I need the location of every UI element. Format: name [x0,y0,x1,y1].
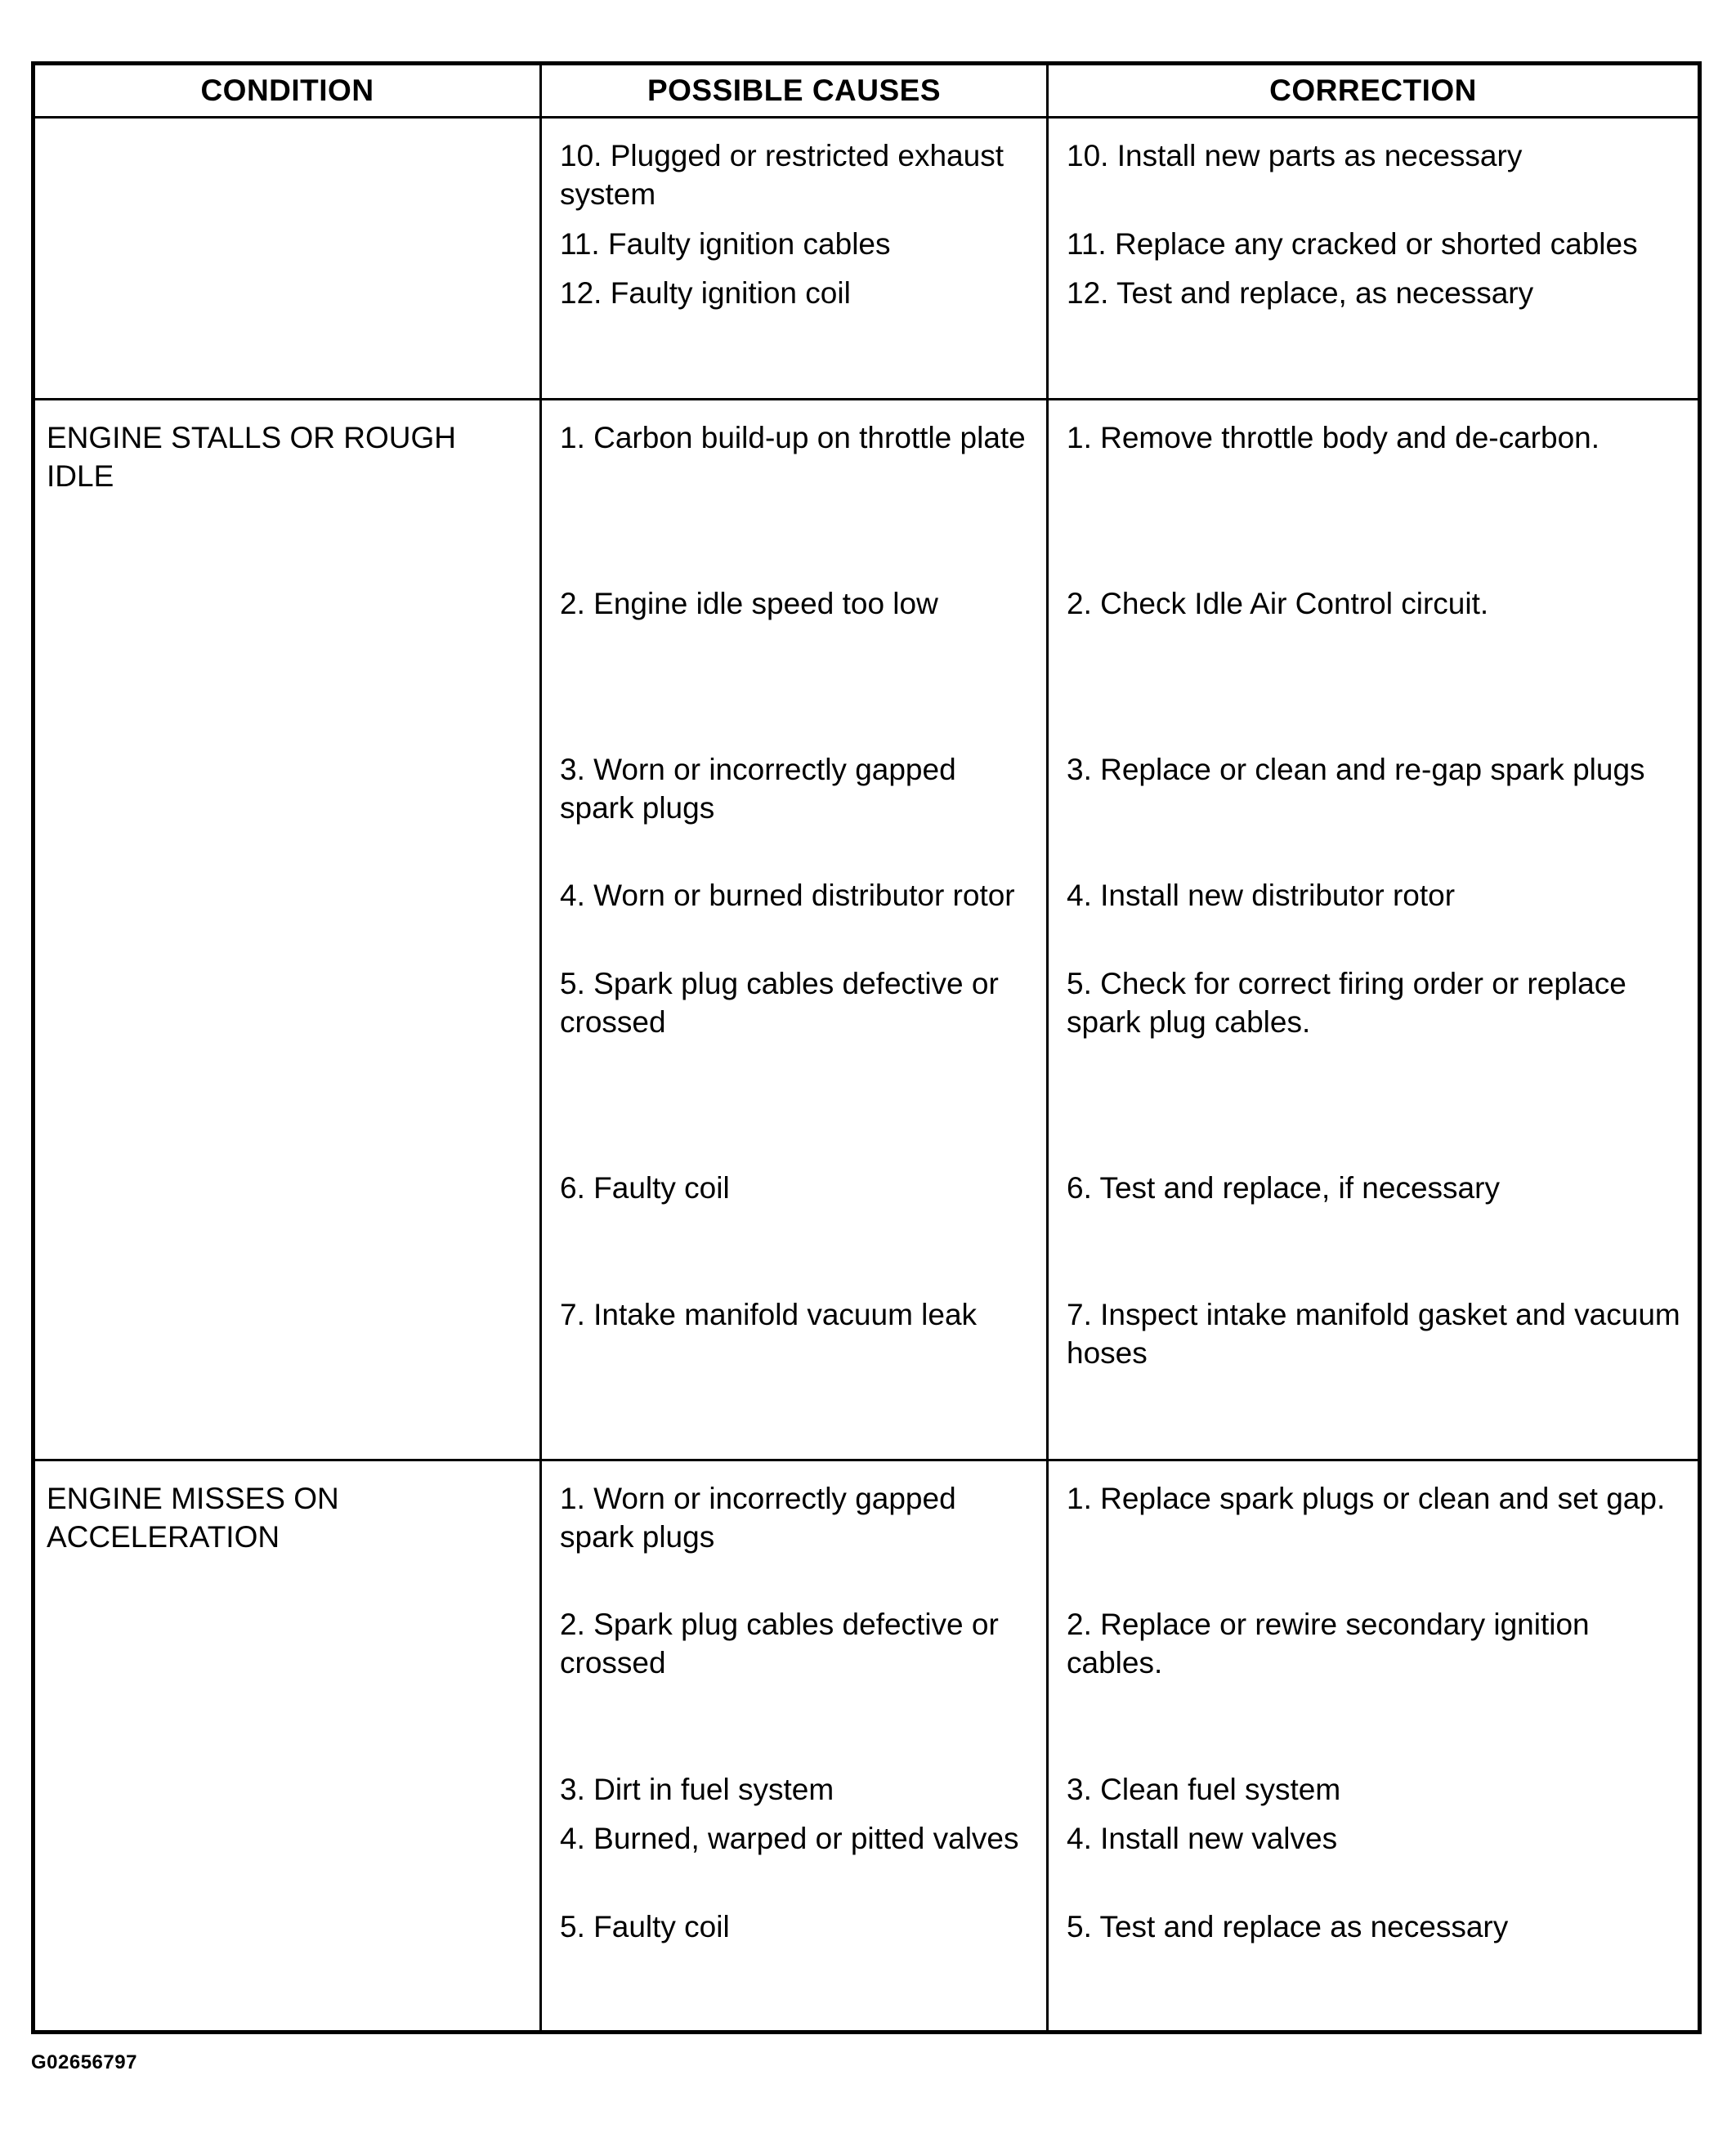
cause-item: 2. Spark plug cables defective or crossed [560,1608,999,1679]
cause-item: 7. Intake manifold vacuum leak [560,1298,978,1331]
condition-cell [35,119,542,398]
correction-item: 5. Check for correct firing order or replace spark plug cables. [1067,967,1626,1039]
condition-text: ENGINE STALLS OR ROUGH IDLE [47,421,456,493]
correction-item: 1. Replace spark plugs or clean and set gap. [1067,1482,1666,1515]
figure-id: G02656797 [31,2051,137,2073]
cause-item: 6. Faulty coil [560,1171,730,1205]
condition-text: ENGINE MISSES ON ACCELERATION [47,1482,339,1554]
causes-cell [542,1461,1049,2030]
header-condition: CONDITION [35,65,542,116]
condition-cell [35,400,542,1459]
cause-item: 12. Faulty ignition coil [560,276,851,310]
correction-item: 2. Replace or rewire secondary ignition cables. [1067,1608,1590,1679]
correction-item: 4. Install new distributor rotor [1067,879,1456,912]
correction-item: 3. Replace or clean and re-gap spark plugs [1067,753,1645,786]
cause-item: 3. Dirt in fuel system [560,1773,834,1806]
correction-item: 7. Inspect intake manifold gasket and vacuum hoses [1067,1298,1680,1370]
cause-item: 4. Burned, warped or pitted valves [560,1822,1019,1855]
cause-item: 5. Spark plug cables defective or crossed [560,967,999,1039]
cause-item: 2. Engine idle speed too low [560,587,938,620]
cause-item: 10. Plugged or restricted exhaust system [560,139,1004,211]
correction-item: 12. Test and replace, as necessary [1067,276,1534,310]
troubleshooting-table [31,61,1702,2034]
correction-cell [1049,1461,1698,2030]
correction-item: 10. Install new parts as necessary [1067,139,1523,172]
cause-item: 5. Faulty coil [560,1910,730,1943]
correction-cell [1049,400,1698,1459]
table-header-row [35,65,1698,119]
cause-item: 3. Worn or incorrectly gapped spark plugs [560,753,956,825]
correction-item: 1. Remove throttle body and de-carbon. [1067,421,1600,454]
correction-item: 3. Clean fuel system [1067,1773,1341,1806]
correction-item: 4. Install new valves [1067,1822,1338,1855]
correction-item: 2. Check Idle Air Control circuit. [1067,587,1489,620]
cause-item: 11. Faulty ignition cables [560,227,891,261]
correction-item: 5. Test and replace as necessary [1067,1910,1509,1943]
correction-item: 11. Replace any cracked or shorted cables [1067,227,1638,261]
header-possible-causes: POSSIBLE CAUSES [542,65,1049,116]
cause-item: 4. Worn or burned distributor rotor [560,879,1015,912]
causes-cell [542,400,1049,1459]
correction-item: 6. Test and replace, if necessary [1067,1171,1500,1205]
causes-cell [542,119,1049,398]
cause-item: 1. Worn or incorrectly gapped spark plugs [560,1482,956,1554]
header-correction: CORRECTION [1269,74,1477,107]
cause-item: 1. Carbon build-up on throttle plate [560,421,1026,454]
table-row [35,400,1698,1461]
table-row [35,1461,1698,2030]
condition-cell [35,1461,542,2030]
correction-cell [1049,119,1698,398]
table-row [35,119,1698,400]
